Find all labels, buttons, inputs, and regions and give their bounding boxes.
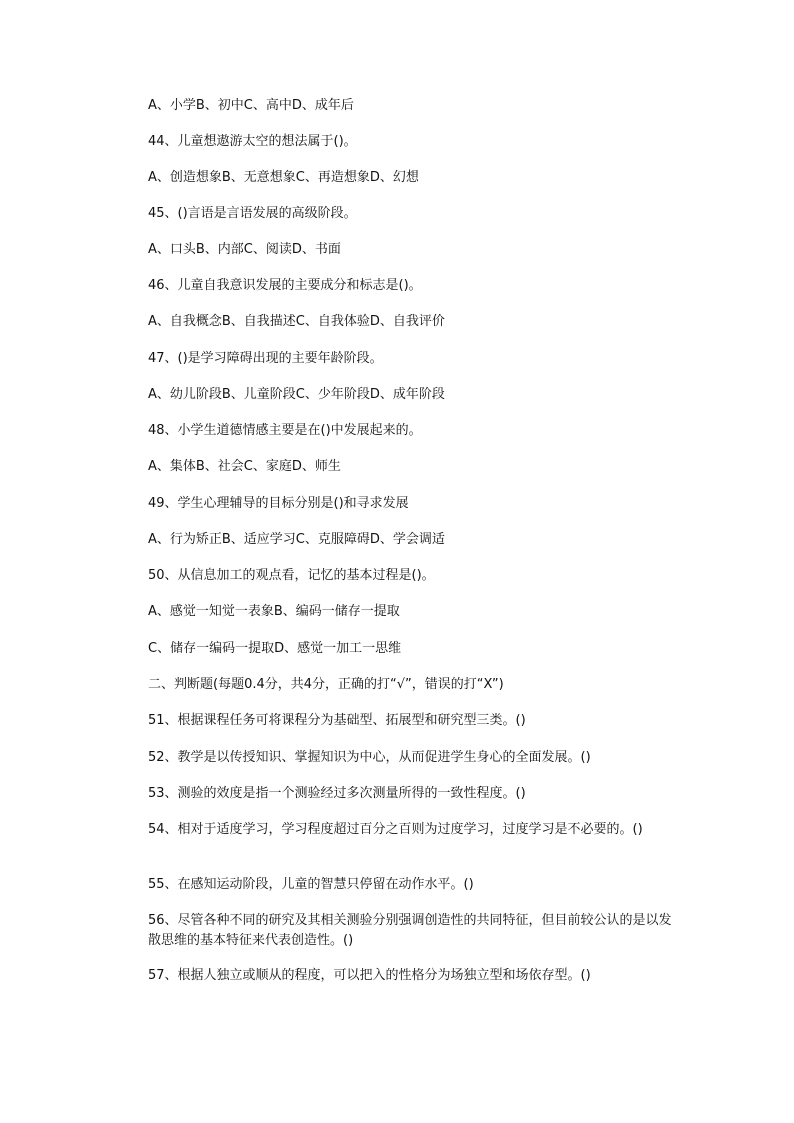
option-line-43: A、小学B、初中C、高中D、成年后 <box>148 98 354 113</box>
question-44: 44、儿童想遨游太空的想法属于()。 <box>148 134 357 149</box>
question-54: 54、相对于适度学习，学习程度超过百分之百则为过度学习，过度学习是不必要的。() <box>148 822 643 837</box>
option-line-46: A、自我概念B、自我描述C、自我体验D、自我评价 <box>148 314 445 329</box>
option-line-48: A、集体B、社会C、家庭D、师生 <box>148 459 341 474</box>
question-57: 57、根据人独立或顺从的程度，可以把入的性格分为场独立型和场依存型。() <box>148 968 591 983</box>
question-50: 50、从信息加工的观点看，记忆的基本过程是()。 <box>148 568 435 583</box>
question-53: 53、测验的效度是指一个测验经过多次测量所得的一致性程度。() <box>148 786 526 801</box>
question-55: 55、在感知运动阶段，儿童的智慧只停留在动作水平。() <box>148 877 474 892</box>
question-51: 51、根据课程任务可将课程分为基础型、拓展型和研究型三类。() <box>148 713 526 728</box>
option-line-50a: A、感觉一知觉一表象B、编码一储存一提取 <box>148 604 400 619</box>
option-line-47: A、幼儿阶段B、儿童阶段C、少年阶段D、成年阶段 <box>148 387 445 402</box>
question-47: 47、()是学习障碍出现的主要年龄阶段。 <box>148 351 383 366</box>
section-heading-true-false: 二、判断题(每题0.4分，共4分，正确的打“√”，错误的打“X”) <box>148 677 504 692</box>
question-46: 46、儿童自我意识发展的主要成分和标志是()。 <box>148 278 422 293</box>
option-line-44: A、创造想象B、无意想象C、再造想象D、幻想 <box>148 170 419 185</box>
option-line-50b: C、储存一编码一提取D、感觉一加工一思维 <box>148 641 402 656</box>
question-49: 49、学生心理辅导的目标分别是()和寻求发展 <box>148 496 409 511</box>
option-line-49: A、行为矫正B、适应学习C、克服障碍D、学会调适 <box>148 532 445 547</box>
question-48: 48、小学生道德情感主要是在()中发展起来的。 <box>148 423 422 438</box>
option-line-45: A、口头B、内部C、阅读D、书面 <box>148 242 341 257</box>
question-56: 56、尽管各种不同的研究及其相关测验分别强调创造性的共同特征，但目前较公认的是以发散思维的基本特征来代表创造性。() <box>148 913 672 948</box>
question-45: 45、()言语是言语发展的高级阶段。 <box>148 206 357 221</box>
question-52: 52、教学是以传授知识、掌握知识为中心，从而促进学生身心的全面发展。() <box>148 750 591 765</box>
